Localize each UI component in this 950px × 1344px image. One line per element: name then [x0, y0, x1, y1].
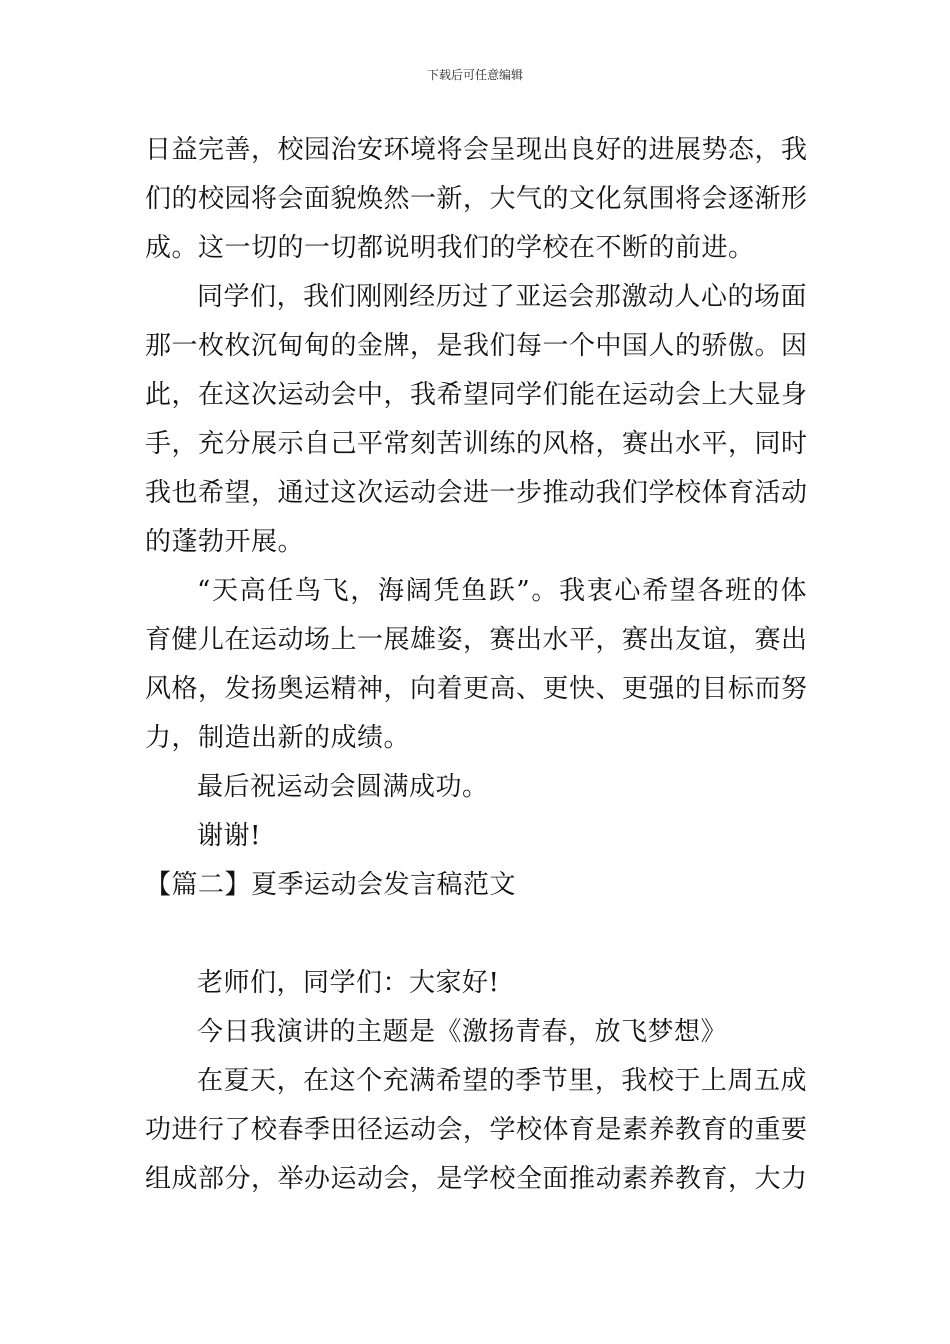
paragraph-first-line: 在夏天，在这个充满希望的季节里，我校于上周五成: [197, 1066, 807, 1096]
text-line: 此，在这次运动会中，我希望同学们能在运动会上大显身: [145, 380, 808, 410]
text-line: 力，制造出新的成绩。: [145, 723, 411, 753]
text-line: 手，充分展示自己平常刻苦训练的风格，赛出水平，同时: [145, 429, 808, 459]
blank-line: [145, 910, 807, 959]
section-heading: 【篇二】夏季运动会发言稿范文: [145, 870, 517, 900]
paragraph-first-line: 今日我演讲的主题是《激扬青春，放飞梦想》: [197, 1017, 728, 1047]
page-header: 下载后可任意编辑: [426, 68, 523, 82]
text-line: 育健儿在运动场上一展雄姿，赛出水平，赛出友谊，赛出: [145, 625, 808, 655]
paragraph-first-line: 谢谢!: [197, 821, 261, 851]
text-line: 成。这一切的一切都说明我们的学校在不断的前进。: [145, 233, 755, 263]
paragraph-first-line: 同学们，我们刚刚经历过了亚运会那激动人心的场面: [197, 282, 807, 312]
paragraph-first-line: “天高任鸟飞，海阔凭鱼跃”。我衷心希望各班的体: [197, 576, 807, 606]
text-line: 日益完善，校园治安环境将会呈现出良好的进展势态，我: [145, 135, 808, 165]
text-line: 们的校园将会面貌焕然一新，大气的文化氛围将会逐渐形: [145, 184, 808, 214]
document-body: [145, 126, 807, 1204]
text-line: 的蓬勃开展。: [145, 527, 305, 557]
text-line: 功进行了校春季田径运动会，学校体育是素养教育的重要: [145, 1115, 808, 1145]
text-line: 组成部分，举办运动会，是学校全面推动素养教育，大力: [145, 1164, 808, 1194]
text-line: 我也希望，通过这次运动会进一步推动我们学校体育活动: [145, 478, 808, 508]
text-line: 那一枚枚沉甸甸的金牌，是我们每一个中国人的骄傲。因: [145, 331, 808, 361]
text-line: 风格，发扬奥运精神，向着更高、更快、更强的目标而努: [145, 674, 808, 704]
paragraph-first-line: 最后祝运动会圆满成功。: [197, 772, 489, 802]
paragraph-first-line: 老师们，同学们：大家好!: [197, 968, 500, 998]
